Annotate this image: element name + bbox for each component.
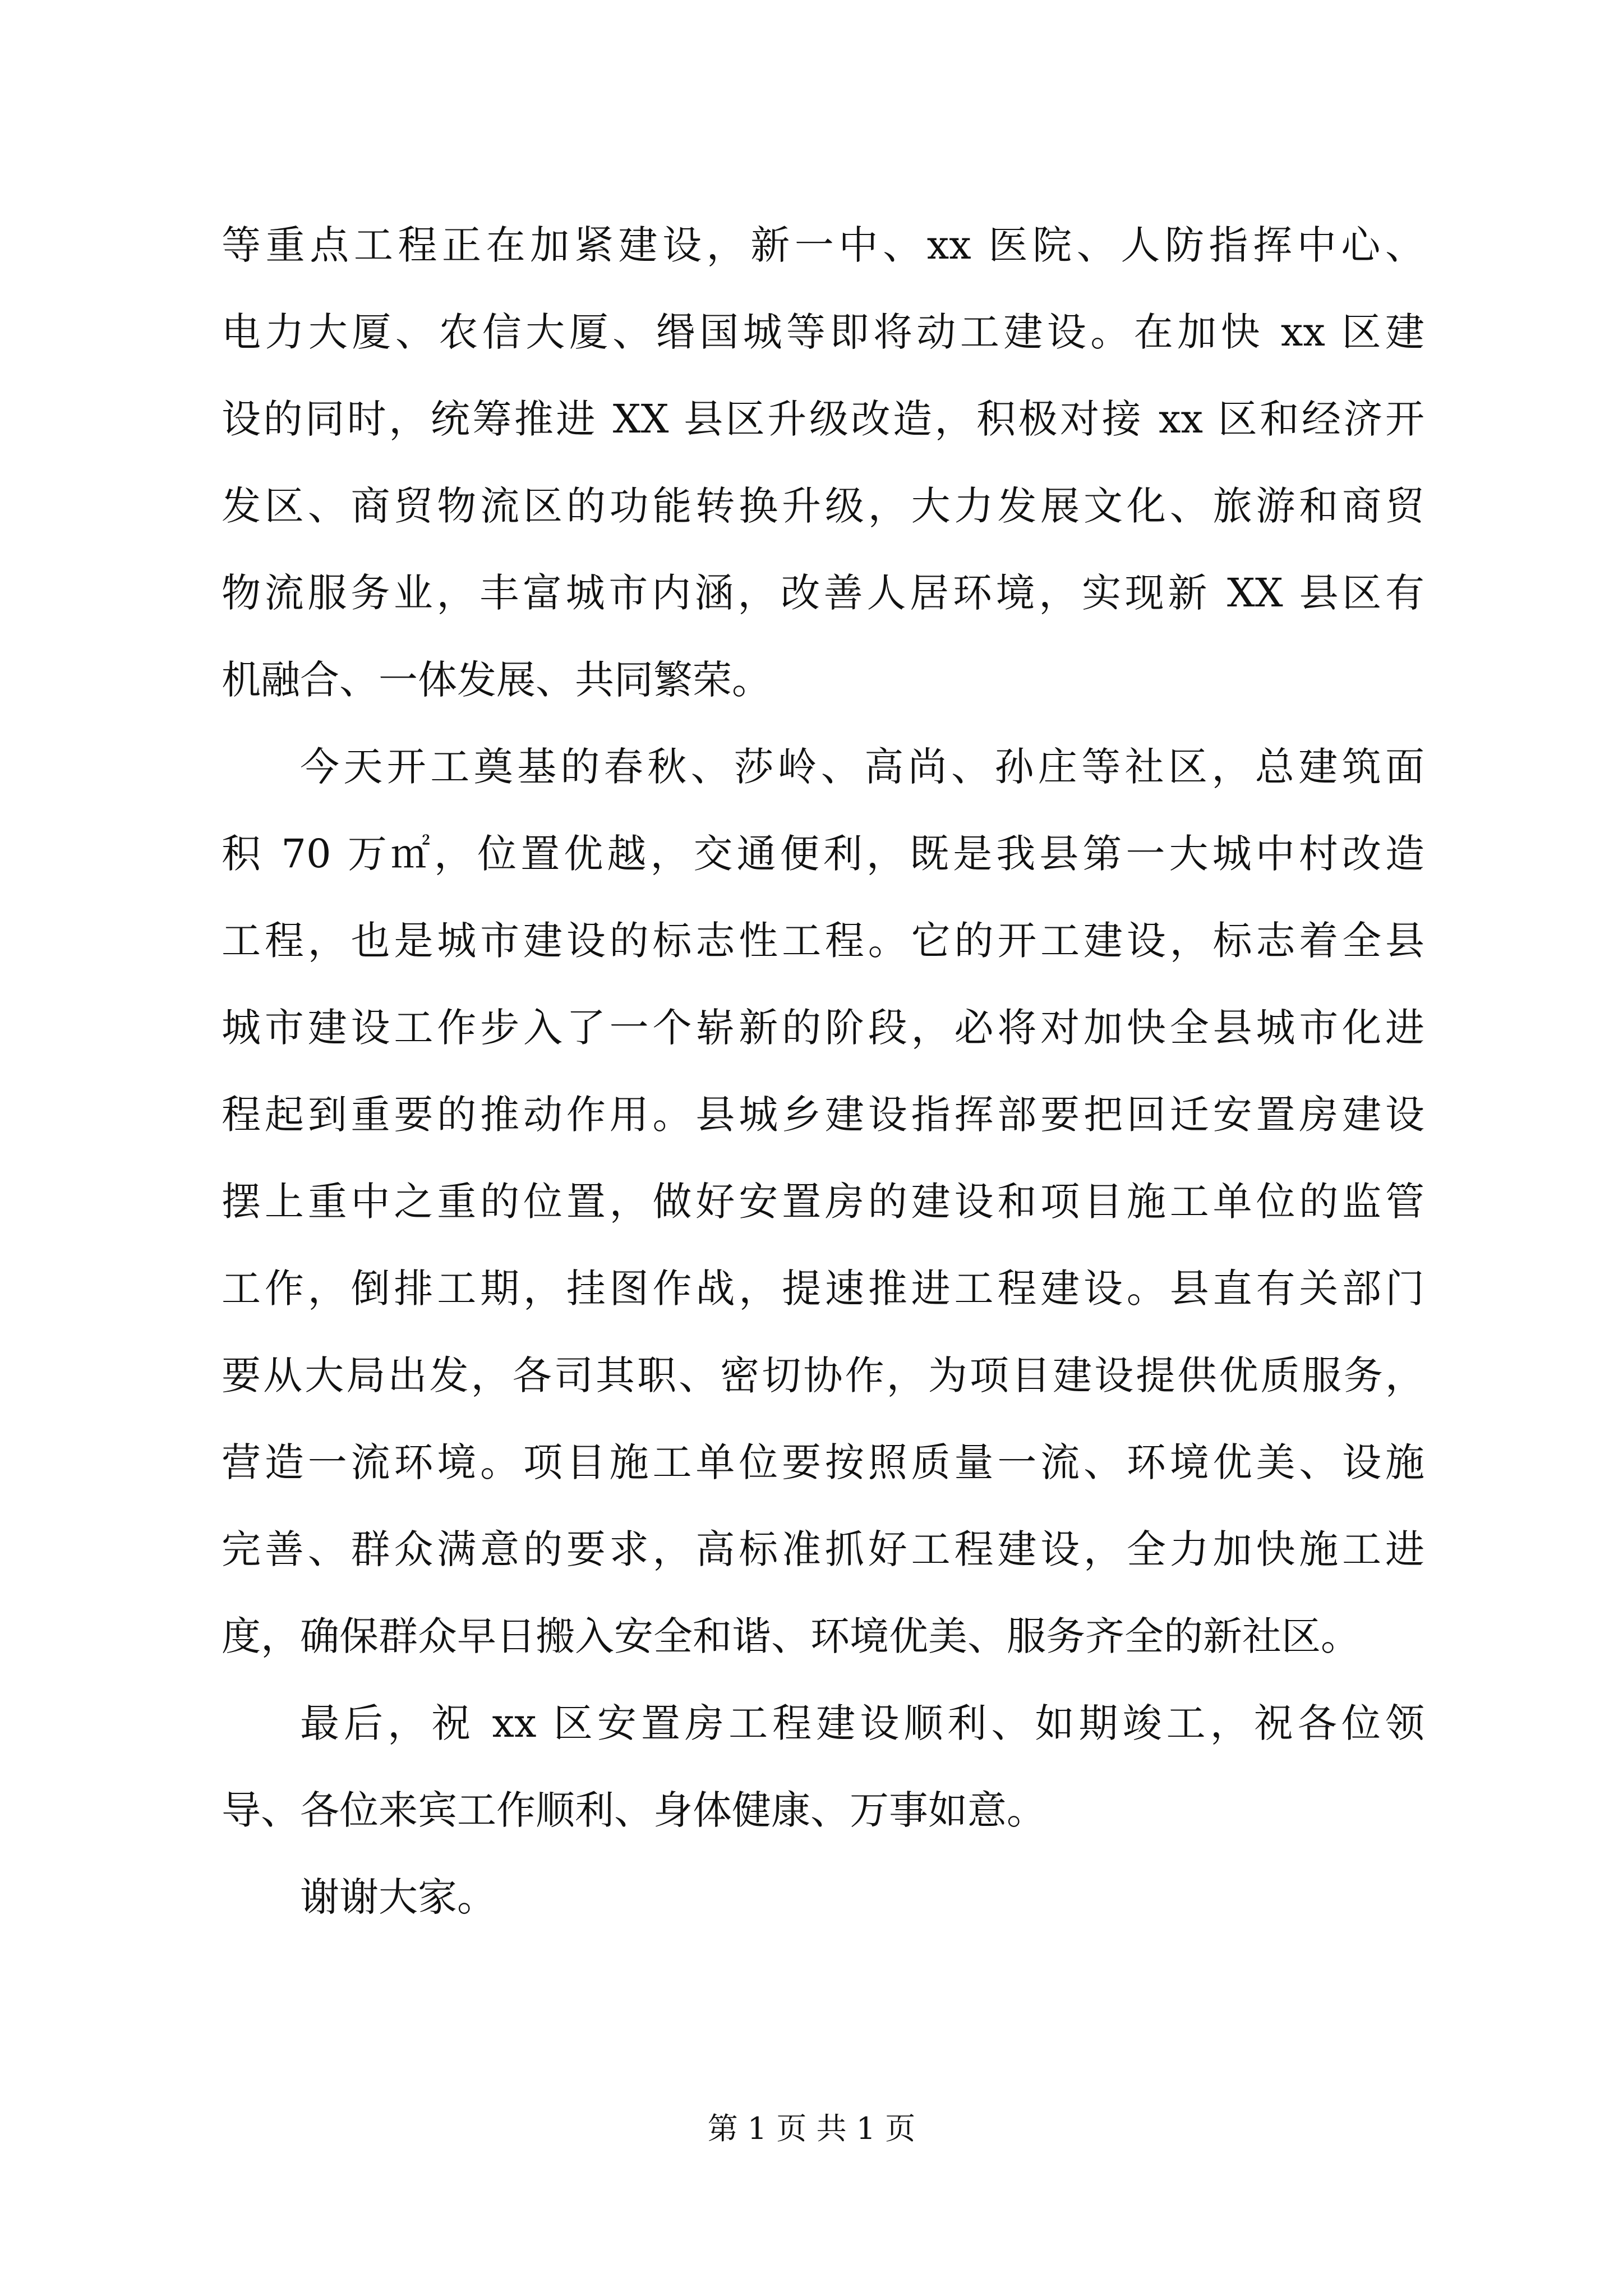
page-footer [0,2109,1623,2148]
text-line: 营造一流环境。项目施工单位要按照质量一流、环境优美、设施 [222,1439,1424,1485]
paragraph-1 [222,202,1424,724]
text-line: 完善、群众满意的要求，高标准抓好工程建设，全力加快施工进 [222,1526,1424,1572]
text-line: 物流服务业，丰富城市内涵，改善人居环境，实现新 XX 县区有 [222,570,1424,616]
text-line: 最后，祝 xx 区安置房工程建设顺利、如期竣工，祝各位领 [300,1700,1424,1746]
text-line: 等重点工程正在加紧建设，新一中、xx 医院、人防指挥中心、 [222,222,1424,268]
text-line: 设的同时，统筹推进 XX 县区升级改造，积极对接 xx 区和经济开 [222,396,1424,442]
document-body [222,202,1424,1941]
text-line: 今天开工奠基的春秋、莎岭、高尚、孙庄等社区，总建筑面 [300,744,1424,790]
paragraph-3 [222,1680,1424,1854]
text-line: 要从大局出发，各司其职、密切协作，为项目建设提供优质服务， [222,1352,1424,1398]
text-line: 导、各位来宾工作顺利、身体健康、万事如意。 [222,1787,1046,1833]
text-line: 积 70 万㎡，位置优越，交通便利，既是我县第一大城中村改造 [222,831,1424,877]
paragraph-2 [222,724,1424,1680]
text-line: 城市建设工作步入了一个崭新的阶段，必将对加快全县城市化进 [222,1005,1424,1051]
text-line: 工程，也是城市建设的标志性工程。它的开工建设，标志着全县 [222,918,1424,964]
text-line: 电力大厦、农信大厦、缗国城等即将动工建设。在加快 xx 区建 [222,309,1424,355]
text-line: 谢谢大家。 [300,1874,496,1920]
text-line: 摆上重中之重的位置，做好安置房的建设和项目施工单位的监管 [222,1179,1424,1225]
text-line: 度，确保群众早日搬入安全和谐、环境优美、服务齐全的新社区。 [222,1613,1360,1659]
paragraph-4 [222,1854,1424,1941]
text-line: 机融合、一体发展、共同繁荣。 [222,657,771,703]
page-number-label: 第 1 页 共 1 页 [707,2111,916,2146]
text-line: 工作，倒排工期，挂图作战，提速推进工程建设。县直有关部门 [222,1266,1424,1312]
text-line: 发区、商贸物流区的功能转换升级，大力发展文化、旅游和商贸 [222,483,1424,529]
text-line: 程起到重要的推动作用。县城乡建设指挥部要把回迁安置房建设 [222,1092,1424,1138]
